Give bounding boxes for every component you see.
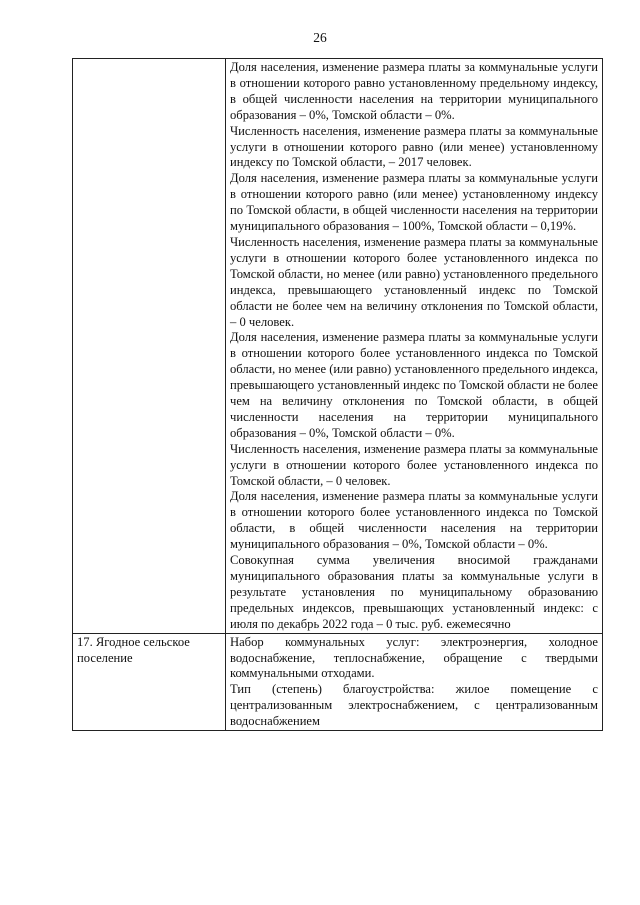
paragraph: Доля населения, изменение размера платы за коммунальные услуги в отношении которого более установленного индекса по Томской области, в общей численности населения на территории муниципального образования – 0%, Томской области – 0%. — [230, 489, 598, 552]
paragraph: Совокупная сумма увеличения вносимой гражданами муниципального образования платы за коммунальные услуги в результате установления по муниципальному образованию предельных индексов, превышающих установленный индекс: с июля по декабрь 2022 года – 0 тыс. руб. ежемесячно — [230, 553, 598, 631]
municipality-cell — [73, 59, 226, 634]
paragraph: Доля населения, изменение размера платы за коммунальные услуги в отношении которого более установленного индекса по Томской области, но менее (или равно) установленного предельного индекса, превышающего установленный индекс по Томской области не более чем на величину отклонения по Томской области, в общей численности населения на территории муниципального образования – 0%, Томской области – 0%. — [230, 330, 599, 440]
table-row — [73, 633, 603, 730]
paragraph: Численность населения, изменение размера платы за коммунальные услуги в отношении которого более установленного индекса по Томской области, – 0 человек. — [230, 441, 598, 488]
paragraph: Доля населения, изменение размера платы за коммунальные услуги в отношении которого равно (или менее) установленному индексу по Томской области, в общей численности населения на территории муниципального образования – 100%, Томской области – 0,19%. — [230, 171, 598, 234]
paragraph: Численность населения, изменение размера платы за коммунальные услуги в отношении которого равно (или менее) установленному индексу по Томской области, – 2017 человек. — [230, 123, 598, 170]
table-row — [73, 59, 603, 634]
paragraph: Доля населения, изменение размера платы за коммунальные услуги в отношении которого равно установленному предельному индексу, в общей численности населения на территории муниципального образования – 0%, Томской области – 0%. — [230, 60, 598, 122]
paragraph: Набор коммунальных услуг: электроэнергия, холодное водоснабжение, теплоснабжение, обращение с твердыми коммунальными отходами. — [230, 634, 598, 681]
paragraph: Численность населения, изменение размера платы за коммунальные услуги в отношении которого более установленного индекса по Томской области, но менее (или равно) установленного предельного индекса, превышающего установленный индекс по Томской области не более чем на величину отклонения по Томской области, – 0 человек. — [230, 234, 598, 329]
indices-table — [72, 58, 603, 731]
municipality-cell: 17. Ягодное сельское поселение — [73, 633, 226, 730]
paragraph: Тип (степень) благоустройства: жилое помещение с централизованным электроснабжением, с централизованным водоснабжением — [230, 682, 598, 729]
page-number: 26 — [313, 30, 327, 45]
indicators-cell — [226, 633, 603, 730]
indicators-cell — [226, 59, 603, 634]
